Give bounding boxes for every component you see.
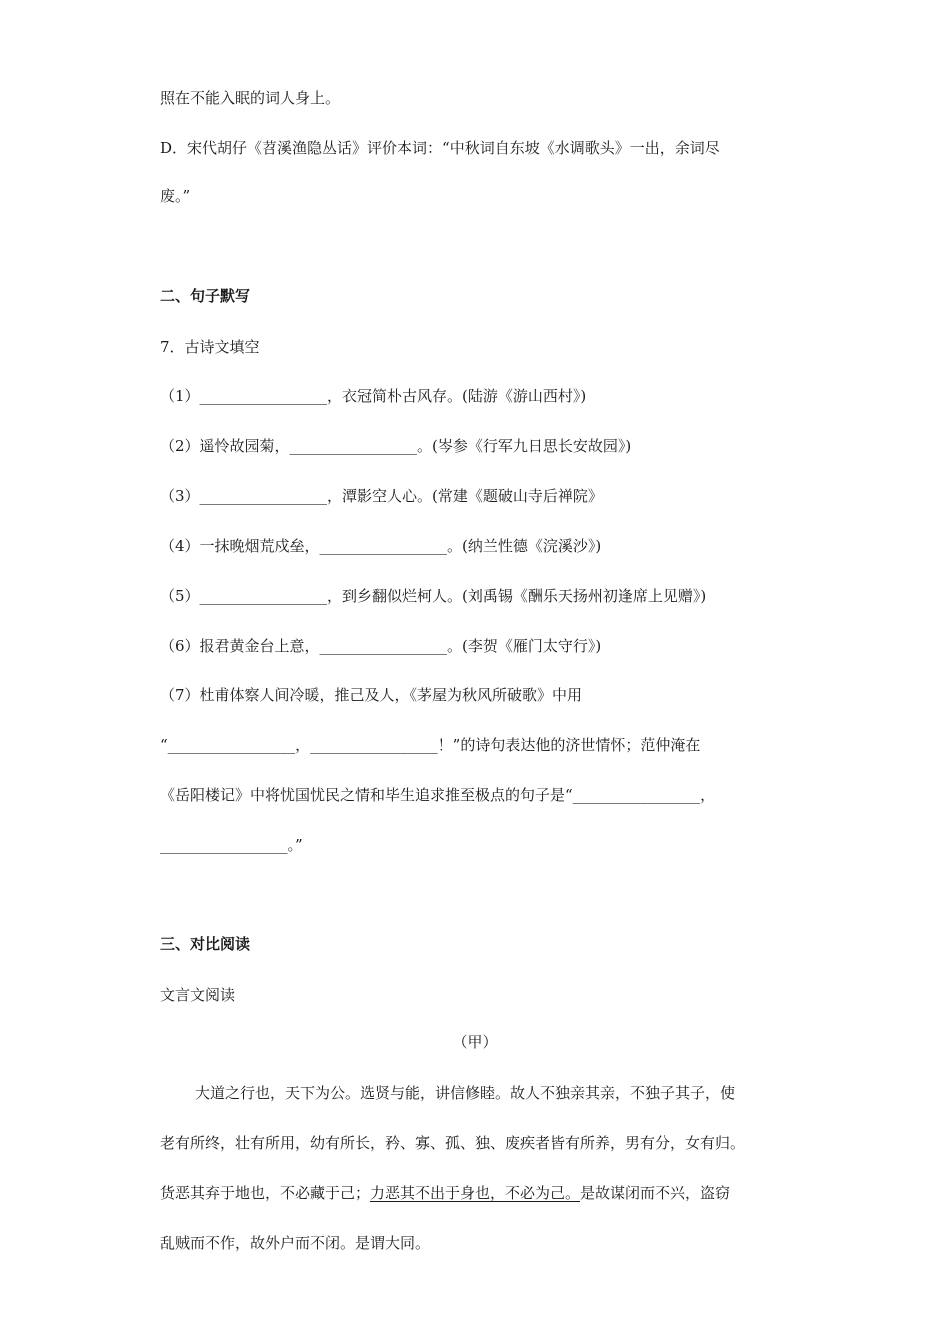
question-7-title: 7．古诗文填空: [160, 338, 260, 356]
fill-blank-item-7-line-4: _________________。”: [160, 836, 303, 854]
section-3-title: 三、对比阅读: [160, 935, 251, 953]
fill-blank-item-1: （1）_________________，衣冠简朴古风存。(陆游《游山西村》): [160, 387, 587, 405]
fill-blank-item-7-line-3: 《岳阳楼记》中将忧国忧民之情和毕生追求推至极点的句子是“_________________，: [160, 786, 716, 804]
option-c-continuation: 照在不能入眠的词人身上。: [160, 89, 341, 107]
underlined-sentence: 力恶其不出于身也，不必为己。: [370, 1184, 581, 1202]
reading-title: 文言文阅读: [160, 986, 236, 1004]
fill-blank-item-2: （2）遥怜故园菊，_________________。(岑参《行军九日思长安故园》): [160, 437, 632, 455]
fill-blank-item-5: （5）_________________，到乡翻似烂柯人。(刘禹锡《酬乐天扬州初逢席上见赠》): [160, 587, 707, 605]
fill-blank-item-4: （4）一抹晚烟荒戍垒，_________________。(纳兰性德《浣溪沙》): [160, 537, 602, 555]
fill-blank-item-7: （7）杜甫体察人间冷暖，推己及人，《茅屋为秋风所破歌》中用: [160, 686, 583, 704]
fill-blank-item-7-line-2: “_________________，_________________！”的诗句表达他的济世情怀；范仲淹在: [160, 736, 701, 754]
passage-line-3: [160, 1183, 730, 1203]
passage-label: （甲）: [452, 1033, 498, 1051]
passage-line-4: 乱贼而不作，故外户而不闭。是谓大同。: [160, 1234, 431, 1252]
section-2-title: 二、句子默写: [160, 287, 251, 305]
passage-line-3-after: 是故谋闭而不兴，盗窃: [580, 1184, 731, 1202]
passage-line-1: 大道之行也，天下为公。选贤与能，讲信修睦。故人不独亲其亲，不独子其子，使: [195, 1084, 736, 1102]
fill-blank-item-6: （6）报君黄金台上意，_________________。(李贺《雁门太守行》): [160, 637, 602, 655]
option-d-line-2: 废。”: [160, 187, 191, 205]
passage-line-3-before: 货恶其弃于地也，不必藏于己；: [160, 1184, 371, 1202]
option-d-line-1: D．宋代胡仔《苕溪渔隐丛话》评价本词：“中秋词自东坡《水调歌头》一出，余词尽: [160, 139, 720, 157]
fill-blank-item-3: （3）_________________，潭影空人心。(常建《题破山寺后禅院》: [160, 487, 603, 505]
passage-line-2: 老有所终，壮有所用，幼有所长，矜、寡、孤、独、废疾者皆有所养，男有分，女有归。: [160, 1134, 746, 1152]
